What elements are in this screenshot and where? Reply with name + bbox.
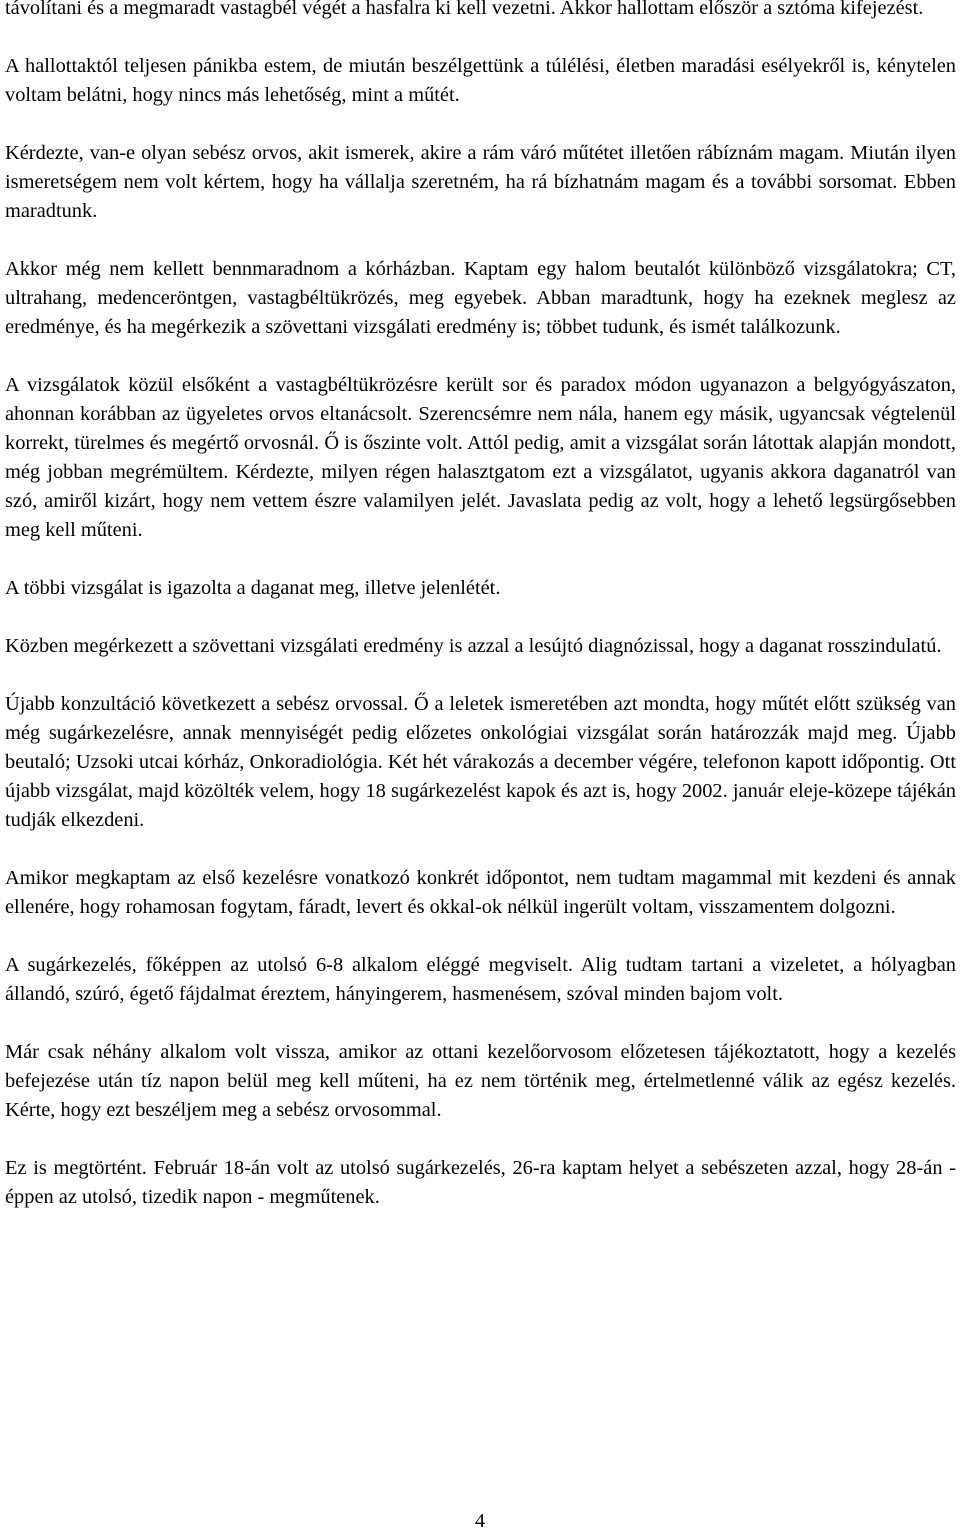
paragraph-2: A hallottaktól teljesen pánikba estem, de miután beszélgettünk a túlélési, életben maradási esélyekről is, kénytelen voltam belátni, hogy nincs más lehetőség, mint a műtét. xyxy=(5,55,956,106)
page-number: 4 xyxy=(474,1510,486,1532)
paragraph-10: A sugárkezelés, főképpen az utolsó 6-8 alkalom eléggé megviselt. Alig tudtam tartani a vizeletet, a hólyagban állandó, szúró, égető fájdalmat éreztem, hányingerem, hasmenésem, szóval minden bajom volt. xyxy=(5,954,956,1005)
paragraph-1: távolítani és a megmaradt vastagbél végét a hasfalra ki kell vezetni. Akkor hallottam először a sztóma kifejezést. xyxy=(5,0,924,19)
paragraph-3: Kérdezte, van-e olyan sebész orvos, akit ismerek, akire a rám váró műtétet illetően rábíznám magam. Miután ilyen ismeretségem nem volt kértem, hogy ha vállalja szeretném, ha rá bízhatnám magam és a további sorsomat. Ebben maradtunk. xyxy=(5,142,956,222)
paragraph-11: Már csak néhány alkalom volt vissza, amikor az ottani kezelőorvosom előzetesen tájékoztatott, hogy a kezelés befejezése után tíz napon belül meg kell műteni, ha ez nem történik meg, értelmetlenné válik az egész kezelés. Kérte, hogy ezt beszéljem meg a sebész orvosommal. xyxy=(5,1041,956,1121)
paragraph-6: A többi vizsgálat is igazolta a daganat meg, illetve jelenlétét. xyxy=(5,577,501,599)
paragraph-12: Ez is megtörtént. Február 18-án volt az utolsó sugárkezelés, 26-ra kaptam helyet a sebészeten azzal, hogy 28-án - éppen az utolsó, tizedik napon - megműtenek. xyxy=(5,1157,956,1208)
paragraph-5: A vizsgálatok közül elsőként a vastagbéltükrözésre került sor és paradox módon ugyanazon a belgyógyászaton, ahonnan korábban az ügyeletes orvos eltanácsolt. Szerencsémre nem nála, hanem egy másik, ugyancsak végtelenül korrekt, türelmes és megértő orvosnál. Ő is őszinte volt. Attól pedig, amit a vizsgálat során látottak alapján mondott, még jobban megrémültem. Kérdezte, milyen régen halasztgatom ezt a vizsgálatot, ugyanis akkora daganatról van szó, amiről kizárt, hogy nem vettem észre valamilyen jelét. Javaslata pedig az volt, hogy a lehető legsürgősebben meg kell műteni. xyxy=(5,374,956,541)
paragraph-7: Közben megérkezett a szövettani vizsgálati eredmény is azzal a lesújtó diagnózissal, hogy a daganat rosszindulatú. xyxy=(5,635,942,657)
paragraph-8: Újabb konzultáció következett a sebész orvossal. Ő a leletek ismeretében azt mondta, hogy műtét előtt szükség van még sugárkezelésre, annak mennyiségét pedig előzetes onkológiai vizsgálat során határozzák majd meg. Újabb beutaló; Uzsoki utcai kórház, Onkoradiológia. Két hét várakozás a december végére, telefonon kapott időpontig. Ott újabb vizsgálat, majd közölték velem, hogy 18 sugárkezelést kapok és azt is, hogy 2002. január eleje-közepe tájékán tudják elkezdeni. xyxy=(5,693,956,831)
document-page xyxy=(5,0,956,1241)
paragraph-4: Akkor még nem kellett bennmaradnom a kórházban. Kaptam egy halom beutalót különböző vizsgálatokra; CT, ultrahang, medenceröntgen, vastagbéltükrözés, meg egyebek. Abban maradtunk, hogy ha ezeknek meglesz az eredménye, és ha megérkezik a szövettani vizsgálati eredmény is; többet tudunk, és ismét találkozunk. xyxy=(5,258,956,338)
paragraph-9: Amikor megkaptam az első kezelésre vonatkozó konkrét időpontot, nem tudtam magammal mit kezdeni és annak ellenére, hogy rohamosan fogytam, fáradt, levert és okkal-ok nélkül ingerült voltam, visszamentem dolgozni. xyxy=(5,867,956,918)
